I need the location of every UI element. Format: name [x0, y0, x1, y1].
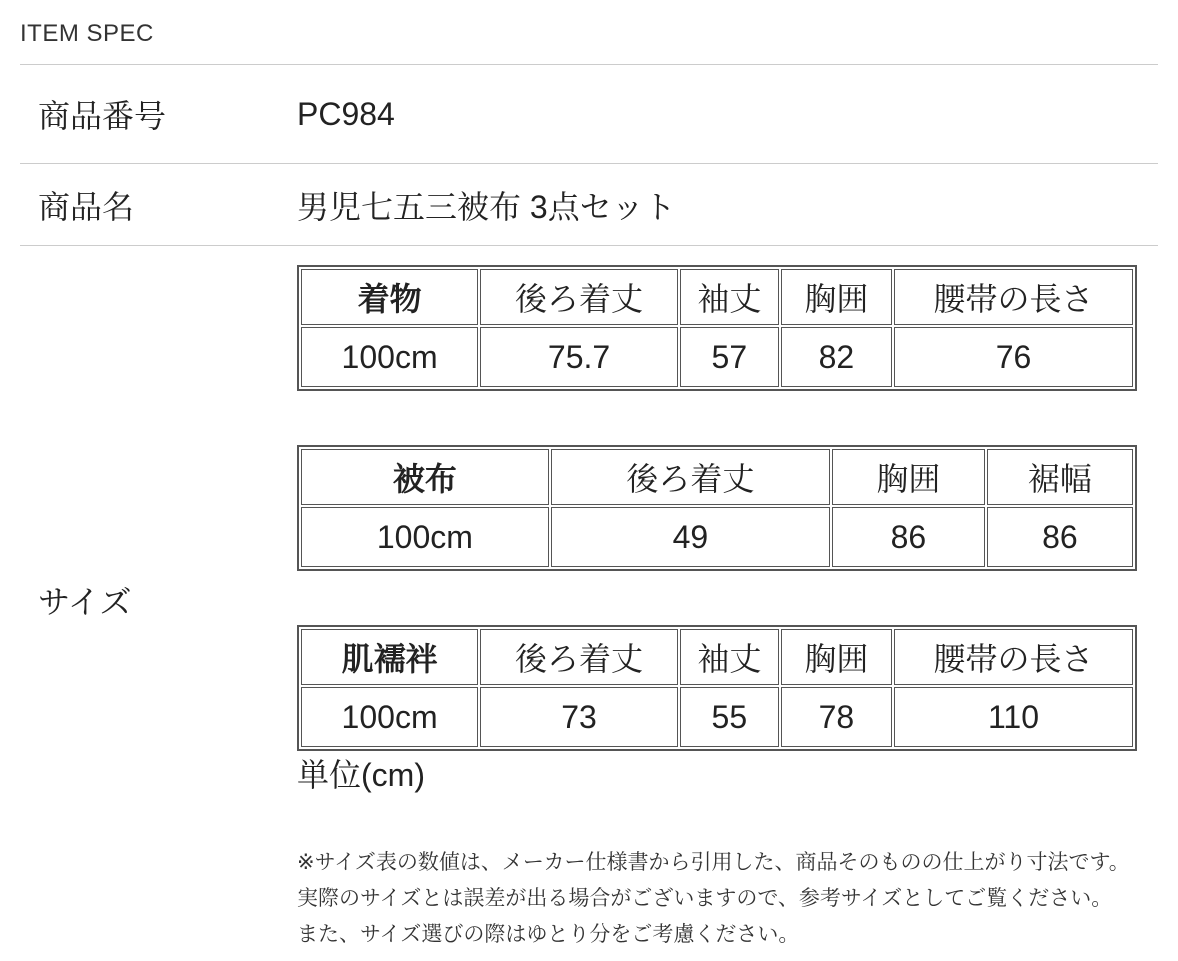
size-cell: 100cm: [301, 507, 549, 567]
table-header-row: [301, 269, 1133, 325]
kimono-item-header: 着物: [301, 269, 478, 325]
spec-row-product-number: [20, 65, 1158, 164]
table-header-row: [301, 449, 1133, 505]
value-cell: 73: [480, 687, 678, 747]
value-cell: 82: [781, 327, 892, 387]
size-notes: [297, 845, 1158, 953]
page-title: ITEM SPEC: [20, 18, 1158, 65]
header-cell: 腰帯の長さ: [894, 269, 1133, 325]
hadajuban-item-header: 肌襦袢: [301, 629, 478, 685]
value-cell: 55: [680, 687, 779, 747]
table-data-row: [301, 687, 1133, 747]
size-table-hifu: [297, 445, 1137, 571]
value-cell: 76: [894, 327, 1133, 387]
hifu-item-header: 被布: [301, 449, 549, 505]
header-cell: 裾幅: [987, 449, 1133, 505]
note-line: また、サイズ選びの際はゆとり分をご考慮ください。: [297, 923, 800, 946]
table-data-row: [301, 507, 1133, 567]
value-cell: 86: [832, 507, 985, 567]
size-table-kimono: [297, 265, 1137, 391]
size-cell: 100cm: [301, 687, 478, 747]
note-line: 実際のサイズとは誤差が出る場合がございますので、参考サイズとしてご覧ください。: [297, 887, 1113, 910]
header-cell: 後ろ着丈: [480, 629, 678, 685]
header-cell: 後ろ着丈: [480, 269, 678, 325]
note-line: ※サイズ表の数値は、メーカー仕様書から引用した、商品そのものの仕上がり寸法です。: [297, 851, 1130, 874]
product-name-label: 商品名: [38, 188, 135, 225]
header-cell: 胸囲: [781, 629, 892, 685]
header-cell: 腰帯の長さ: [894, 629, 1133, 685]
value-cell: 57: [680, 327, 779, 387]
size-cell: 100cm: [301, 327, 478, 387]
header-cell: 胸囲: [832, 449, 985, 505]
value-cell: 86: [987, 507, 1133, 567]
size-label: サイズ: [38, 583, 132, 620]
value-cell: 75.7: [480, 327, 678, 387]
table-header-row: [301, 629, 1133, 685]
product-number-label: 商品番号: [38, 98, 167, 134]
product-name-value: 男児七五三被布 3点セット: [297, 188, 676, 225]
size-tables-area: [297, 246, 1158, 953]
size-table-hadajuban: [297, 625, 1137, 751]
unit-label: 単位(cm): [297, 757, 425, 793]
header-cell: 胸囲: [781, 269, 892, 325]
header-cell: 袖丈: [680, 269, 779, 325]
value-cell: 110: [894, 687, 1133, 747]
value-cell: 49: [551, 507, 830, 567]
header-cell: 袖丈: [680, 629, 779, 685]
spec-row-product-name: [20, 164, 1158, 246]
spec-row-size: [20, 246, 1158, 953]
table-data-row: [301, 327, 1133, 387]
value-cell: 78: [781, 687, 892, 747]
header-cell: 後ろ着丈: [551, 449, 830, 505]
product-number-value: PC984: [297, 95, 395, 132]
